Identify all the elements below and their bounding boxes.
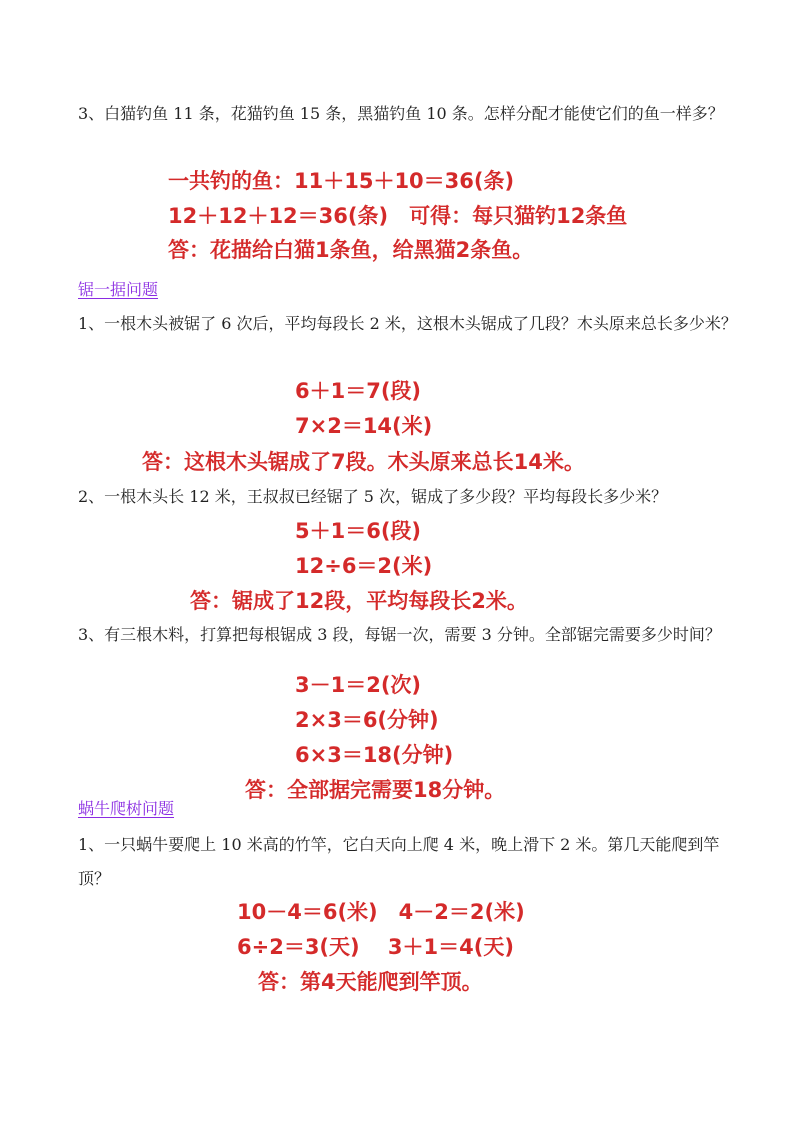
solution-line: 2×3＝6(分钟): [295, 708, 439, 732]
solution-line: 7×2＝14(米): [295, 414, 433, 438]
problem-sawing-2: 2、一根木头长 12 米，王叔叔已经锯了 5 次，锯成了多少段？平均每段长多少米？: [78, 487, 668, 506]
solution-line: 3－1＝2(次): [295, 673, 422, 697]
solution-line: 5＋1＝6(段): [295, 519, 422, 543]
section-heading-snail: 蜗牛爬树问题: [78, 799, 175, 818]
solution-line: 6÷2＝3(天) 3＋1＝4(天): [237, 935, 514, 959]
answer-line: 答：第4天能爬到竿顶。: [258, 970, 483, 994]
problem-sawing-1: 1、一根木头被锯了 6 次后，平均每段长 2 米，这根木头锯成了几段？木头原来总长多少米？: [78, 314, 737, 333]
solution-line: 12＋12＋12＝36(条) 可得：每只猫钓12条鱼: [168, 204, 628, 228]
solution-line: 6×3＝18(分钟): [295, 743, 454, 767]
answer-line: 答：这根木头锯成了7段。木头原来总长14米。: [142, 450, 585, 474]
section-heading-sawing: 锯一据问题: [78, 280, 159, 299]
solution-line: 6＋1＝7(段): [295, 379, 422, 403]
solution-line: 12÷6＝2(米): [295, 554, 433, 578]
problem-sawing-3: 3、有三根木料，打算把每根锯成 3 段，每锯一次，需要 3 分钟。全部锯完需要多少时间？: [78, 625, 721, 644]
solution-line: 一共钓的鱼：11＋15＋10＝36(条): [168, 169, 515, 193]
problem-cats-fish: 3、白猫钓鱼 11 条，花猫钓鱼 15 条，黑猫钓鱼 10 条。怎样分配才能使它们的鱼一样多？: [78, 104, 724, 123]
answer-line: 答：全部据完需要18分钟。: [245, 778, 506, 802]
solution-line: 10－4＝6(米) 4－2＝2(米): [237, 900, 525, 924]
problem-snail: 1、一只蜗牛要爬上 10 米高的竹竿，它白天向上爬 4 米，晚上滑下 2 米。第几天能爬到竿顶？: [78, 835, 720, 888]
answer-line: 答：花描给白猫1条鱼，给黑猫2条鱼。: [168, 238, 534, 262]
answer-line: 答：锯成了12段，平均每段长2米。: [190, 589, 528, 613]
